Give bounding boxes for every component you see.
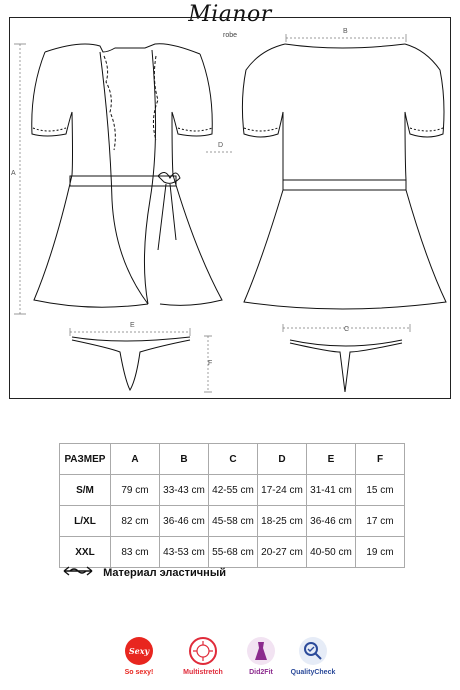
magnifier-check-icon [299,637,327,665]
badge-label: So sexy! [124,669,154,676]
header-b: B [160,444,209,475]
badge-label: Multistretch [183,669,223,676]
material-note [62,566,226,579]
brand-logo: Mianor [188,2,272,27]
table-row [60,537,405,568]
dress-fit-icon [247,637,275,665]
table-cell: 15 cm [356,475,405,506]
dimension-f-label: F [208,360,213,367]
table-cell: 31-41 cm [307,475,356,506]
product-subtitle: robe [222,32,237,39]
table-cell: 79 cm [111,475,160,506]
table-cell: XXL [60,537,111,568]
table-cell: L/XL [60,506,111,537]
table-cell: 20-27 cm [258,537,307,568]
table-cell: 82 cm [111,506,160,537]
table-cell: 18-25 cm [258,506,307,537]
dimension-e-label: E [130,322,135,329]
robe-back-outline [242,44,446,309]
double-arrow-icon [62,566,94,579]
robe-front-outline [32,44,222,307]
header-f: F [356,444,405,475]
table-cell: 36-46 cm [307,506,356,537]
badge-label: Did2Fit [249,669,273,676]
table-cell: 17-24 cm [258,475,307,506]
dimension-d-label: D [218,142,224,149]
badge-qualitycheck [278,637,348,676]
size-table [59,443,405,568]
sexy-badge-icon-text: Sexy [128,646,150,656]
header-d: D [258,444,307,475]
table-cell: S/M [60,475,111,506]
badge-label: QualityCheck [290,669,336,676]
thong-back-outline [290,340,402,392]
badge-so-sexy [104,637,174,676]
size-table-header [60,444,405,475]
dimension-c-label: C [344,326,350,333]
table-cell: 36-46 cm [160,506,209,537]
dimension-lines [14,34,410,392]
table-cell: 42-55 cm [209,475,258,506]
table-cell: 55-68 cm [209,537,258,568]
table-cell: 17 cm [356,506,405,537]
dimension-b-label: B [343,28,348,35]
stretch-badge-icon [189,637,217,665]
table-cell: 19 cm [356,537,405,568]
table-cell: 40-50 cm [307,537,356,568]
thong-front-outline [72,337,190,390]
dimension-a-label: A [11,170,16,177]
header-a: A [111,444,160,475]
table-cell: 83 cm [111,537,160,568]
table-cell: 45-58 cm [209,506,258,537]
feature-badges [0,637,460,687]
material-note-text: Материал эластичный [103,567,226,579]
header-e: E [307,444,356,475]
table-cell: 33-43 cm [160,475,209,506]
table-cell: 43-53 cm [160,537,209,568]
header-size: РАЗМЕР [60,444,111,475]
table-row [60,475,405,506]
sexy-badge-icon [125,637,153,665]
table-row [60,506,405,537]
header-c: C [209,444,258,475]
